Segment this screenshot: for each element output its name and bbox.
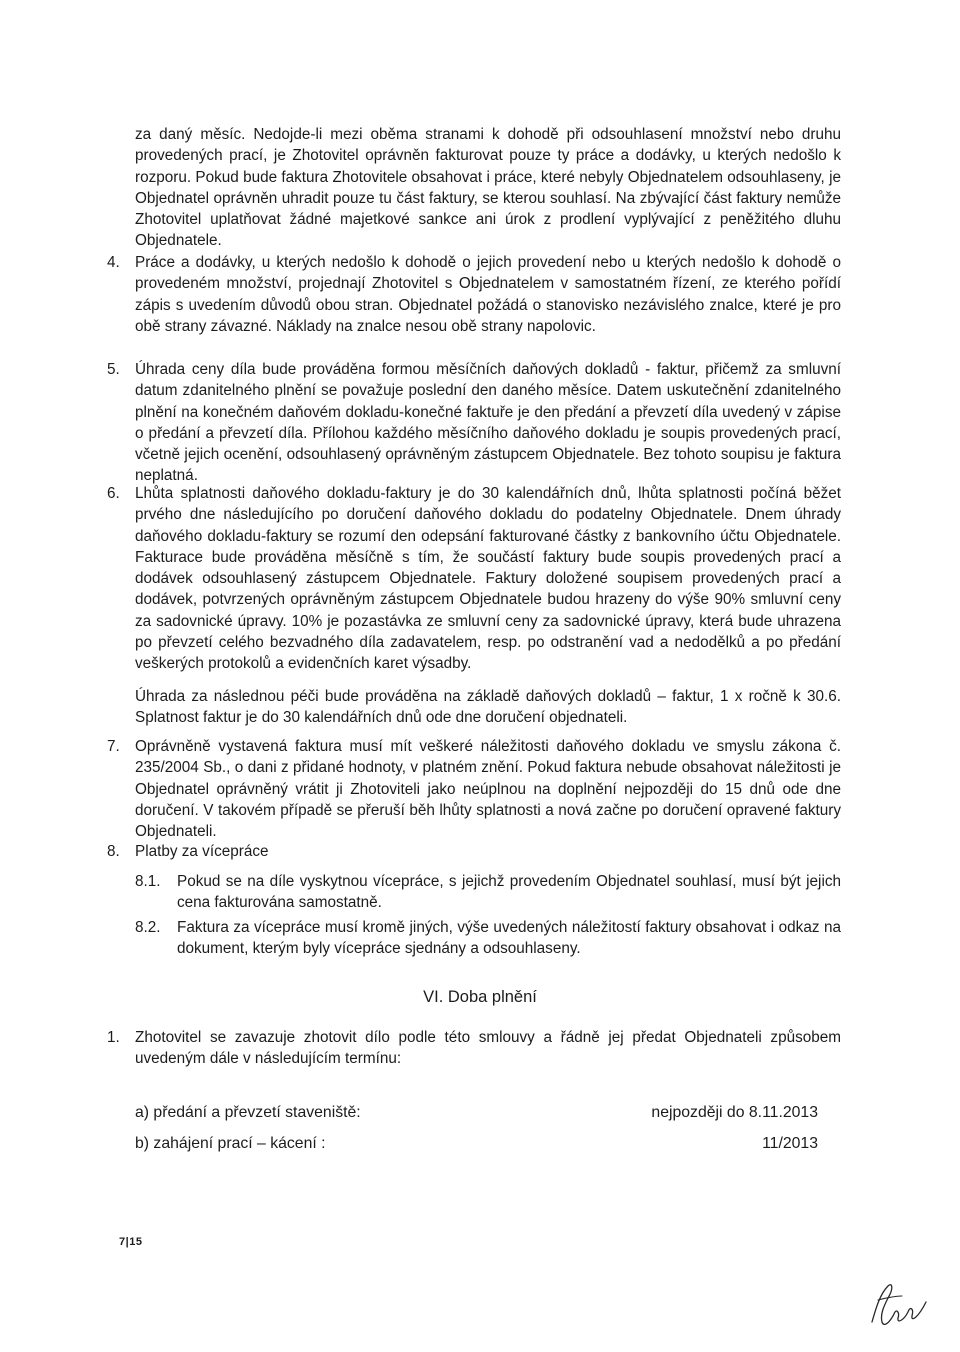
signature-mark: [866, 1278, 932, 1332]
term-label-handover: a) předání a převzetí staveniště:: [135, 1104, 361, 1121]
item-text-4: Práce a dodávky, u kterých nedošlo k dohodě o jejich provedení nebo u kterých nedošlo k dohodě o provedeném množství, projednají Zhotovitel s Objednatelem v samostatném řízení, ze kterého pořídí zápis s uvedením důvodů obou stran. Objednatel požádá o stanovisko nezávislého znalce, které je pro obě strany závazné. Náklady na znalce nesou obě strany napolovic.: [135, 254, 841, 335]
subitem-number-8-2: 8.2.: [135, 919, 161, 936]
item-number-4: 4.: [107, 254, 120, 271]
section-item-number: 1.: [107, 1029, 120, 1046]
term-label-start: b) zahájení prací – kácení :: [135, 1135, 326, 1152]
term-value-handover: nejpozději do 8.11.2013: [651, 1104, 818, 1121]
term-value-start: 11/2013: [762, 1135, 818, 1152]
item-number-6: 6.: [107, 485, 120, 502]
subitem-text-8-1: Pokud se na díle vyskytnou vícepráce, s jejichž provedením Objednatel souhlasí, musí být jejich cena fakturována samostatně.: [177, 873, 841, 912]
item-6-extra-paragraph: Úhrada za následnou péči bude prováděna na základě daňových dokladů – faktur, 1 x ročně k 30.6. Splatnost faktur je do 30 kalendářních dnů ode dne doručení objednateli.: [135, 688, 841, 727]
item-number-7: 7.: [107, 738, 120, 755]
subitem-text-8-2: Faktura za vícepráce musí kromě jiných, výše uvedených náležitostí faktury obsahovat i odkaz na dokument, kterým byly vícepráce sjednány a odsouhlaseny.: [177, 919, 841, 958]
page-number: 7|15: [119, 1236, 143, 1248]
section-heading: VI. Doba plnění: [423, 988, 537, 1006]
intro-paragraph: za daný měsíc. Nedojde-li mezi oběma stranami k dohodě při odsouhlasení množství nebo druhu provedených prací, je Zhotovitel oprávněn fakturovat pouze ty práce a dodávky, u kterých nedošlo k rozporu. Pokud bude faktura Zhotovitele obsahovat i práce, které nebyly Objednatelem odsouhlaseny, je Objednatel oprávněn uhradit pouze tu část faktury, se kterou souhlasí. Na zbývající část faktury nemůže Zhotovitel uplatňovat žádné majetkové sankce ani úrok z prodlení vyplývající z peněžitého dluhu Objednatele.: [135, 126, 841, 250]
item-text-7: Oprávněně vystavená faktura musí mít veškeré náležitosti daňového dokladu ve smyslu zákona č. 235/2004 Sb., o dani z přidané hodnoty, v platném znění. Pokud faktura nebude obsahovat náležitosti je Objednatel oprávněný vrátit ji Zhotoviteli jako neúplnou na doplnění nejpozději do 15 dnů ode dne doručení. V takovém případě se přeruší běh lhůty splatnosti a nová začne po doručení opravené faktury Objednateli.: [135, 738, 841, 841]
item-text-6: Lhůta splatnosti daňového dokladu-faktury je do 30 kalendářních dnů, lhůta splatnosti počíná běžet prvého dne následujícího po doručení daňového dokladu do podatelny Objednatele. Dnem úhrady daňového dokladu-faktury se rozumí den odepsání fakturované částky z bankovního účtu Objednatele. Fakturace bude prováděna měsíčně s tím, že součástí faktury bude soupis provedených prací a dodávek odsouhlasený zástupcem Objednatele. Faktury doložené soupisem provedených prací a dodávek, potvrzených oprávněným zástupcem Objednatele budou hrazeny do výše 90% smluvní ceny za sadovnické úpravy. 10% je pozastávka ze smluvní ceny za sadovnické úpravy, která bude uhrazena po převzetí celého bezvadného díla zadavatelem, resp. po odstranění vad a nedodělků a po předání veškerých protokolů a evidenčních karet výsadby.: [135, 485, 841, 673]
section-item-text: Zhotovitel se zavazuje zhotovit dílo podle této smlouvy a řádně jej předat Objednateli způsobem uvedeným dále v následujícím termínu:: [135, 1029, 841, 1068]
item-number-5: 5.: [107, 361, 120, 378]
subitem-number-8-1: 8.1.: [135, 873, 161, 890]
item-number-8: 8.: [107, 843, 120, 860]
item-text-8: Platby za vícepráce: [135, 843, 269, 860]
item-text-5: Úhrada ceny díla bude prováděna formou měsíčních daňových dokladů - faktur, přičemž za smluvní datum zdanitelného plnění se považuje poslední den daného měsíce. Datem uskutečnění zdanitelného plnění na konečném daňovém dokladu-konečné faktuře je den předání a převzetí díla uvedený v zápise o předání a převzetí díla. Přílohou každého měsíčního daňového dokladu je soupis provedených prací, včetně jejich ocenění, odsouhlasený oprávněným zástupcem Objednatele. Bez tohoto soupisu je faktura neplatná.: [135, 361, 841, 485]
